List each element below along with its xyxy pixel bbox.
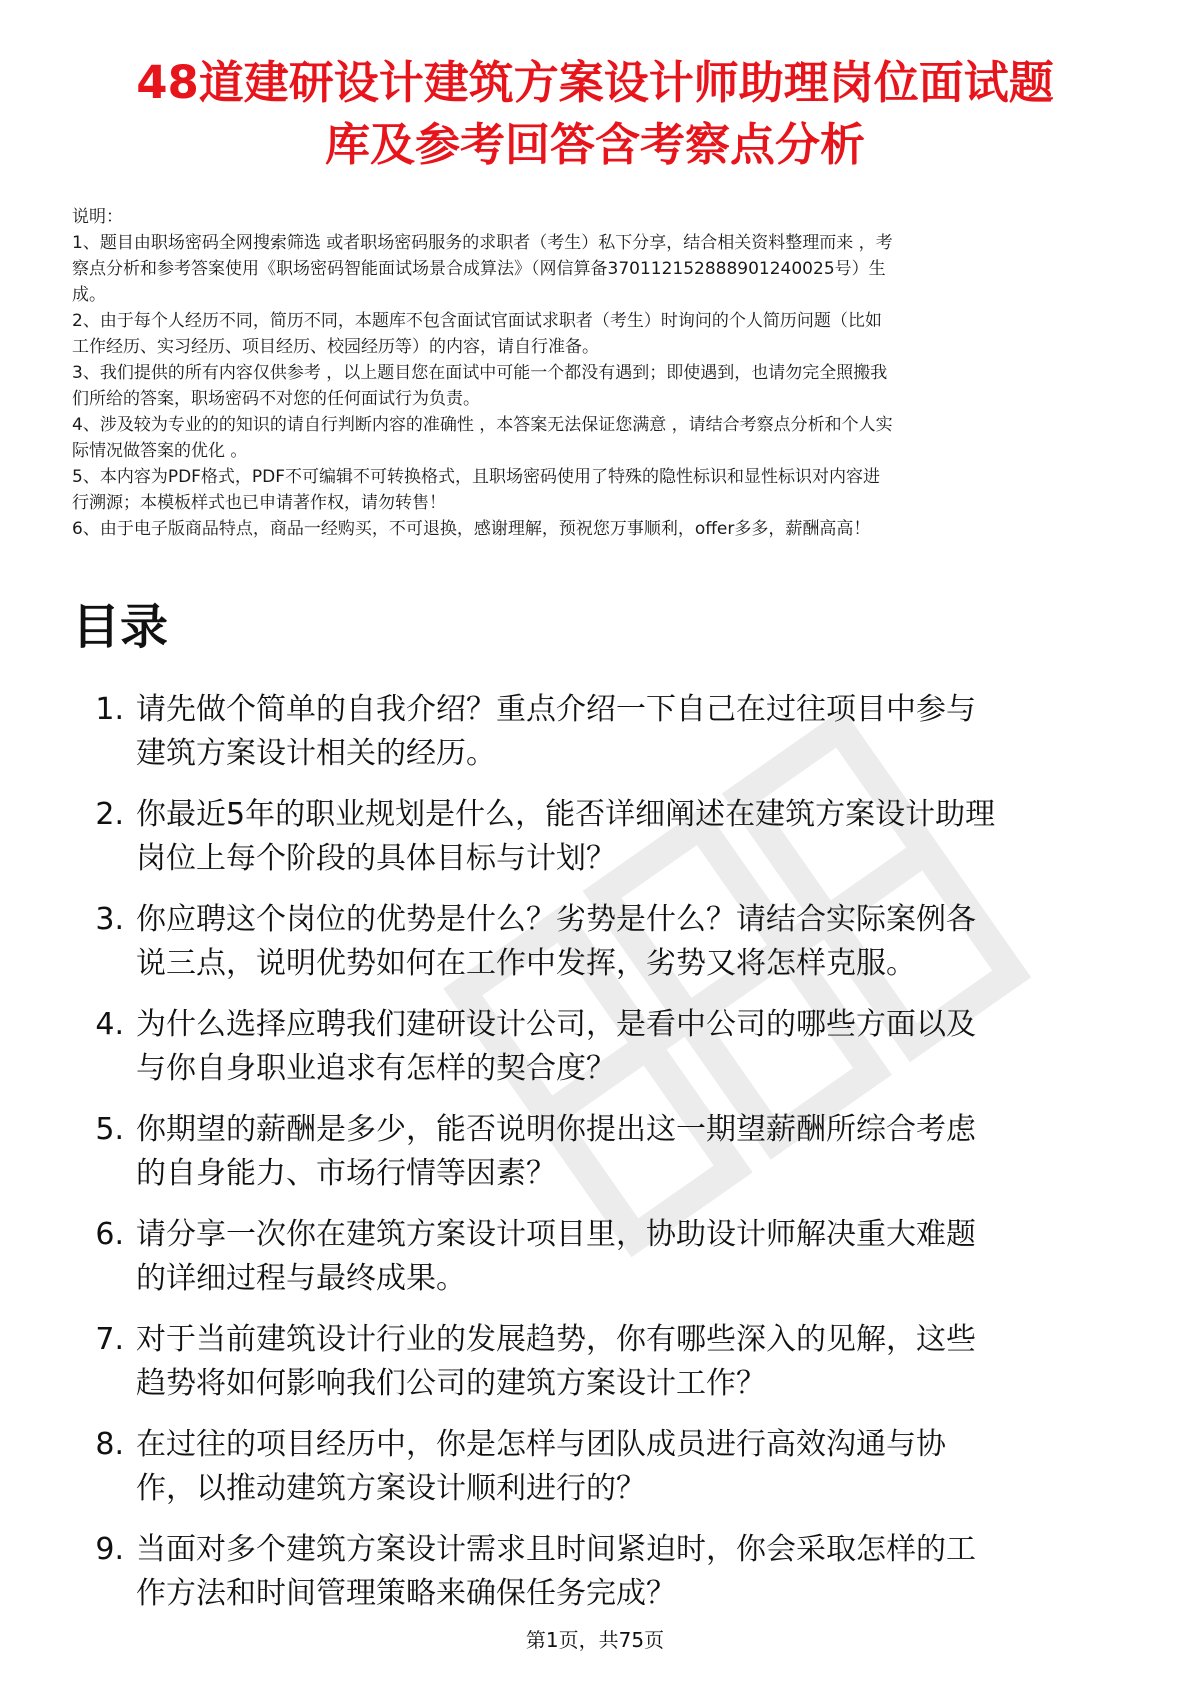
title-line-2: 库及参考回答含考察点分析 bbox=[324, 118, 865, 171]
toc-item bbox=[72, 1213, 1132, 1301]
toc-item-line: 的自身能力、市场行情等因素？ bbox=[136, 1156, 556, 1191]
notes-line: 6、由于电子版商品特点，商品一经购买，不可退换，感谢理解，预祝您万事顺利，offer多多，薪酬高高！ bbox=[72, 519, 871, 539]
page-footer: 第1页，共75页 bbox=[525, 1628, 665, 1652]
toc-item-text bbox=[136, 793, 1132, 881]
toc-item-text bbox=[136, 898, 1132, 986]
notes-line: 4、涉及较为专业的的知识的请自行判断内容的准确性 ，本答案无法保证您满意 ，请结合考察点分析和个人实 bbox=[72, 415, 893, 435]
toc-item-text bbox=[136, 1108, 1132, 1196]
toc-item-text bbox=[136, 688, 1132, 776]
toc-item-text bbox=[136, 1213, 1132, 1301]
toc-item-number: 8. bbox=[95, 1427, 124, 1462]
toc-item bbox=[72, 1423, 1132, 1511]
toc-item bbox=[72, 1003, 1132, 1091]
toc-item-line: 建筑方案设计相关的经历。 bbox=[136, 736, 496, 771]
toc-item-text bbox=[136, 1318, 1132, 1406]
notes-section bbox=[72, 204, 1122, 542]
toc-item-line: 对于当前建筑设计行业的发展趋势，你有哪些深入的见解，这些 bbox=[136, 1322, 976, 1357]
toc-item bbox=[72, 1528, 1132, 1616]
toc-item-text bbox=[136, 1003, 1132, 1091]
notes-line: 际情况做答案的优化 。 bbox=[72, 441, 248, 461]
toc-item-text bbox=[136, 1528, 1132, 1616]
toc-item-line: 说三点，说明优势如何在工作中发挥，劣势又将怎样克服。 bbox=[136, 946, 916, 981]
toc-item-text bbox=[136, 1423, 1132, 1511]
toc-item-number: 1. bbox=[95, 692, 124, 727]
toc-item bbox=[72, 1318, 1132, 1406]
toc-item-line: 作方法和时间管理策略来确保任务完成？ bbox=[136, 1576, 676, 1611]
toc-item-number: 3. bbox=[95, 902, 124, 937]
toc-item-line: 你应聘这个岗位的优势是什么？劣势是什么？请结合实际案例各 bbox=[136, 902, 976, 937]
toc-item-number: 4. bbox=[95, 1007, 124, 1042]
toc-list bbox=[72, 688, 1132, 1633]
toc-item-number: 9. bbox=[95, 1532, 124, 1567]
toc-item-line: 为什么选择应聘我们建研设计公司，是看中公司的哪些方面以及 bbox=[136, 1007, 976, 1042]
toc-item-line: 请先做个简单的自我介绍？重点介绍一下自己在过往项目中参与 bbox=[136, 692, 976, 727]
notes-line: 5、本内容为PDF格式，PDF不可编辑不可转换格式，且职场密码使用了特殊的隐性标识和显性标识对内容进 bbox=[72, 467, 881, 487]
notes-line: 们所给的答案，职场密码不对您的任何面试行为负责。 bbox=[72, 389, 480, 409]
notes-line: 行溯源；本模板样式也已申请著作权，请勿转售！ bbox=[72, 493, 446, 513]
toc-item-line: 作，以推动建筑方案设计顺利进行的？ bbox=[136, 1471, 646, 1506]
toc-item-number: 2. bbox=[95, 797, 124, 832]
toc-item-line: 趋势将如何影响我们公司的建筑方案设计工作？ bbox=[136, 1366, 766, 1401]
toc-item-line: 当面对多个建筑方案设计需求且时间紧迫时，你会采取怎样的工 bbox=[136, 1532, 976, 1567]
notes-line: 察点分析和参考答案使用《职场密码智能面试场景合成算法》（网信算备370112152888901240025号）生 bbox=[72, 259, 886, 279]
notes-heading: 说明： bbox=[72, 207, 123, 227]
toc-item bbox=[72, 688, 1132, 776]
toc-item-line: 在过往的项目经历中，你是怎样与团队成员进行高效沟通与协 bbox=[136, 1427, 946, 1462]
toc-item bbox=[72, 1108, 1132, 1196]
toc-item-line: 的详细过程与最终成果。 bbox=[136, 1261, 466, 1296]
toc-item bbox=[72, 793, 1132, 881]
notes-line: 3、我们提供的所有内容仅供参考 ，以上题目您在面试中可能一个都没有遇到；即使遇到，也请勿完全照搬我 bbox=[72, 363, 888, 383]
notes-line: 工作经历、实习经历、项目经历、校园经历等）的内容，请自行准备。 bbox=[72, 337, 599, 357]
toc-item-line: 你期望的薪酬是多少，能否说明你提出这一期望薪酬所综合考虑 bbox=[136, 1112, 976, 1147]
toc-heading: 目录 bbox=[72, 599, 169, 655]
notes-line: 2、由于每个人经历不同，简历不同，本题库不包含面试官面试求职者（考生）时询问的个人简历问题（比如 bbox=[72, 311, 882, 331]
toc-item bbox=[72, 898, 1132, 986]
title-line-1: 48道建研设计建筑方案设计师助理岗位面试题 bbox=[136, 56, 1054, 109]
notes-line: 成。 bbox=[72, 285, 106, 305]
document-title bbox=[40, 52, 1150, 176]
toc-item-number: 5. bbox=[95, 1112, 124, 1147]
toc-item-line: 请分享一次你在建筑方案设计项目里，协助设计师解决重大难题 bbox=[136, 1217, 976, 1252]
toc-item-line: 与你自身职业追求有怎样的契合度？ bbox=[136, 1051, 616, 1086]
toc-item-number: 7. bbox=[95, 1322, 124, 1357]
toc-item-line: 你最近5年的职业规划是什么，能否详细阐述在建筑方案设计助理 bbox=[136, 797, 996, 832]
toc-item-number: 6. bbox=[95, 1217, 124, 1252]
notes-line: 1、题目由职场密码全网搜索筛选 或者职场密码服务的求职者（考生）私下分享，结合相关资料整理而来 ，考 bbox=[72, 233, 893, 253]
toc-item-line: 岗位上每个阶段的具体目标与计划？ bbox=[136, 841, 616, 876]
